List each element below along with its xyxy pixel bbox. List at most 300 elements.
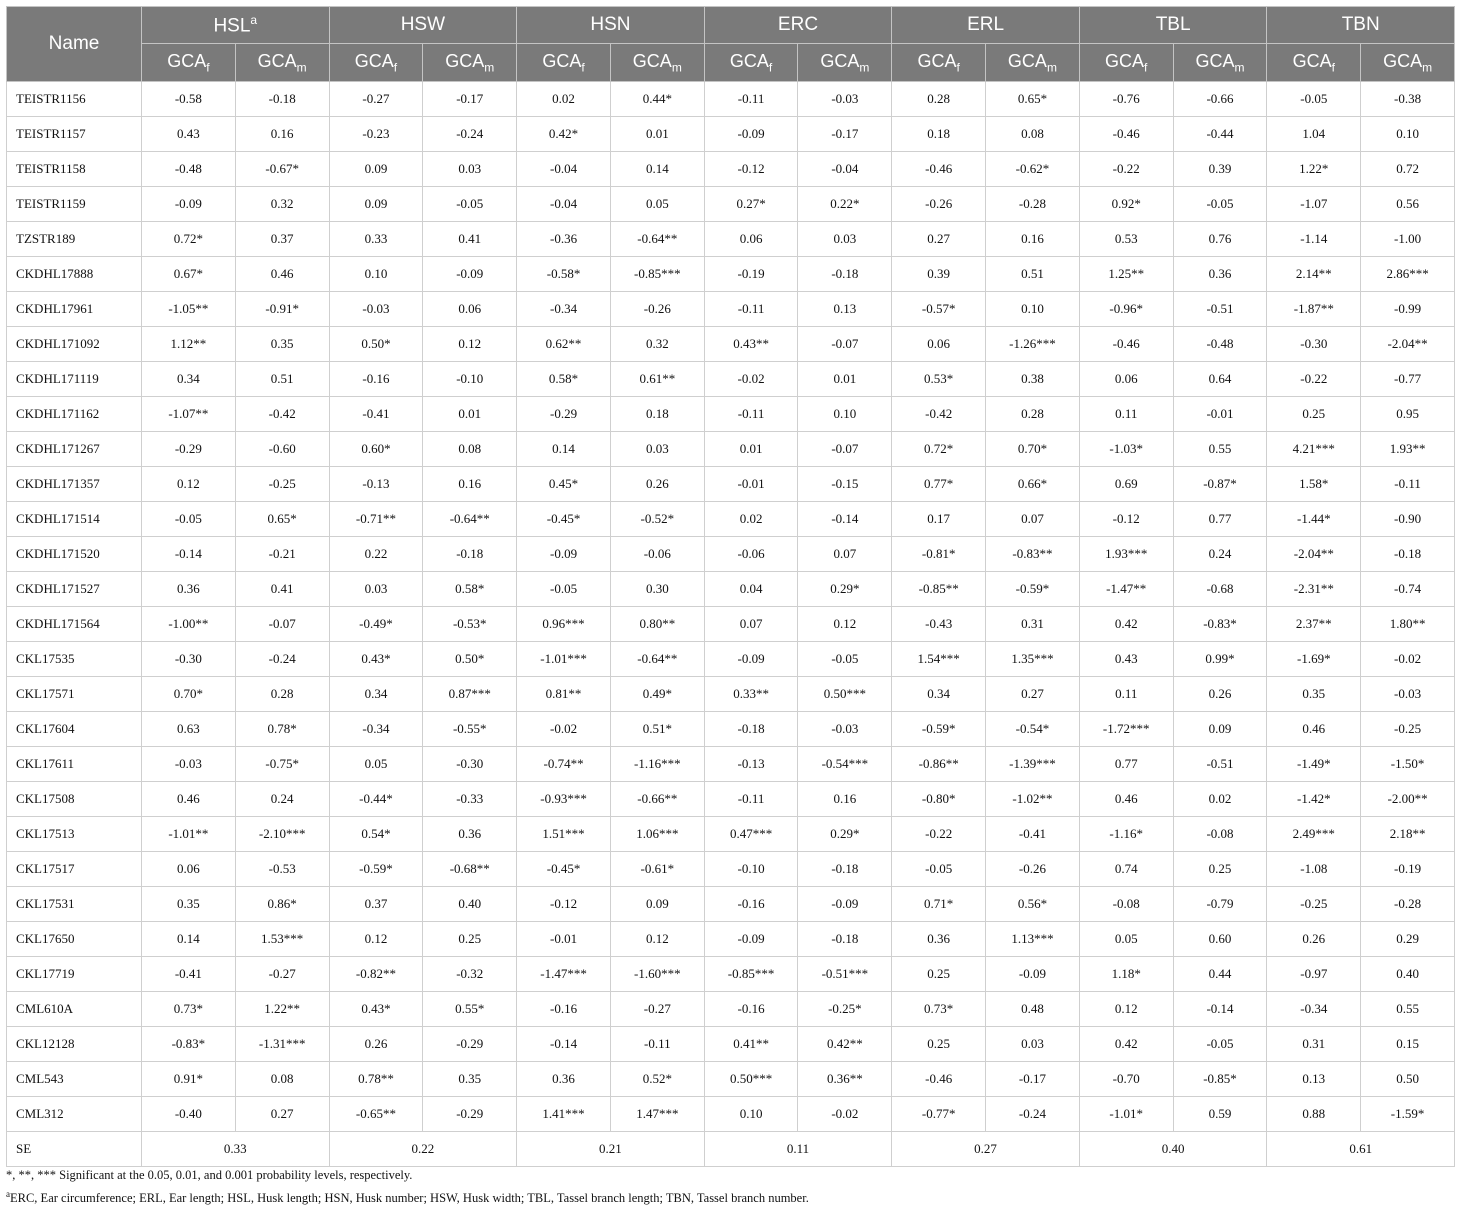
value-cell: 0.37 (235, 222, 329, 257)
value-cell: 0.25 (1173, 852, 1267, 887)
gca-base: GCA (354, 50, 394, 71)
gca-base: GCA (917, 50, 957, 71)
value-cell: 2.37** (1267, 607, 1361, 642)
value-cell: 0.16 (235, 117, 329, 152)
header-gca (1267, 44, 1361, 82)
value-cell: -0.64** (610, 642, 704, 677)
value-cell: 1.51*** (517, 817, 611, 852)
value-cell: 0.72* (142, 222, 236, 257)
gca-subscript: f (1331, 60, 1335, 75)
value-cell: -0.45* (517, 852, 611, 887)
value-cell: 0.13 (1267, 1062, 1361, 1097)
value-cell: 0.64 (1173, 362, 1267, 397)
value-cell: 0.58* (423, 572, 517, 607)
value-cell: 0.52* (610, 1062, 704, 1097)
row-name: CKL17604 (7, 712, 142, 747)
value-cell: 0.44* (610, 82, 704, 117)
value-cell: 0.33** (704, 677, 798, 712)
value-cell: -0.43 (892, 607, 986, 642)
row-name: CKL17719 (7, 957, 142, 992)
value-cell: -1.72*** (1079, 712, 1173, 747)
value-cell: 0.27 (892, 222, 986, 257)
header-trait (1079, 7, 1267, 44)
value-cell: -0.09 (798, 887, 892, 922)
value-cell: 0.95 (1361, 397, 1455, 432)
value-cell: 0.78* (235, 712, 329, 747)
value-cell: -0.82** (329, 957, 423, 992)
value-cell: -0.80* (892, 782, 986, 817)
value-cell: 0.42* (517, 117, 611, 152)
gca-base: GCA (257, 50, 297, 71)
value-cell: 0.10 (329, 257, 423, 292)
value-cell: 1.04 (1267, 117, 1361, 152)
value-cell: 0.35 (423, 1062, 517, 1097)
value-cell: -0.41 (142, 957, 236, 992)
value-cell: -0.59* (986, 572, 1080, 607)
gca-subscript: m (296, 60, 307, 75)
value-cell: 0.46 (235, 257, 329, 292)
row-name: CML610A (7, 992, 142, 1027)
value-cell: -0.44 (1173, 117, 1267, 152)
value-cell: 0.16 (986, 222, 1080, 257)
header-gca (1361, 44, 1455, 82)
value-cell: -1.01* (1079, 1097, 1173, 1132)
table-row (7, 887, 1455, 922)
value-cell: -0.93*** (517, 782, 611, 817)
value-cell: -1.05** (142, 292, 236, 327)
value-cell: -0.05 (142, 502, 236, 537)
table-row (7, 82, 1455, 117)
value-cell: 0.43 (1079, 642, 1173, 677)
se-value: 0.61 (1267, 1132, 1455, 1167)
header-name: Name (7, 7, 142, 82)
value-cell: -0.09 (704, 922, 798, 957)
value-cell: -0.16 (517, 992, 611, 1027)
table-row (7, 957, 1455, 992)
table-row (7, 712, 1455, 747)
header-trait (704, 7, 892, 44)
value-cell: -0.22 (892, 817, 986, 852)
value-cell: -1.00** (142, 607, 236, 642)
value-cell: 0.31 (986, 607, 1080, 642)
value-cell: -0.03 (798, 82, 892, 117)
value-cell: 0.36** (798, 1062, 892, 1097)
value-cell: -0.21 (235, 537, 329, 572)
value-cell: -1.60*** (610, 957, 704, 992)
value-cell: 0.18 (610, 397, 704, 432)
value-cell: -0.03 (329, 292, 423, 327)
value-cell: 1.41*** (517, 1097, 611, 1132)
value-cell: -1.87** (1267, 292, 1361, 327)
value-cell: -0.14 (798, 502, 892, 537)
value-cell: -0.05 (798, 642, 892, 677)
value-cell: -0.05 (1173, 1027, 1267, 1062)
value-cell: 2.86*** (1361, 257, 1455, 292)
value-cell: 0.16 (423, 467, 517, 502)
value-cell: 0.42** (798, 1027, 892, 1062)
value-cell: 1.53*** (235, 922, 329, 957)
value-cell: 0.31 (1267, 1027, 1361, 1062)
header-trait (142, 7, 330, 44)
value-cell: -0.14 (142, 537, 236, 572)
gca-base: GCA (729, 50, 769, 71)
value-cell: 0.39 (1173, 152, 1267, 187)
value-cell: -0.61* (610, 852, 704, 887)
value-cell: 0.53* (892, 362, 986, 397)
trait-label: HSN (590, 14, 631, 35)
value-cell: -0.41 (986, 817, 1080, 852)
value-cell: 1.22** (235, 992, 329, 1027)
value-cell: -0.75* (235, 747, 329, 782)
value-cell: 0.12 (142, 467, 236, 502)
value-cell: 0.01 (423, 397, 517, 432)
gca-subscript: m (1422, 60, 1433, 75)
value-cell: -0.67* (235, 152, 329, 187)
value-cell: -0.46 (1079, 327, 1173, 362)
table-row (7, 607, 1455, 642)
table-row (7, 292, 1455, 327)
row-name: CKDHL171564 (7, 607, 142, 642)
value-cell: 2.14** (1267, 257, 1361, 292)
value-cell: -0.42 (235, 397, 329, 432)
value-cell: -0.66 (1173, 82, 1267, 117)
value-cell: 0.36 (142, 572, 236, 607)
value-cell: -0.34 (517, 292, 611, 327)
value-cell: 0.45* (517, 467, 611, 502)
value-cell: -0.24 (235, 642, 329, 677)
table-row (7, 922, 1455, 957)
gca-subscript: m (484, 60, 495, 75)
value-cell: -0.13 (704, 747, 798, 782)
value-cell: 0.34 (329, 677, 423, 712)
value-cell: 0.14 (517, 432, 611, 467)
value-cell: 0.59 (1173, 1097, 1267, 1132)
row-name: CKDHL171514 (7, 502, 142, 537)
value-cell: 0.02 (517, 82, 611, 117)
value-cell: -1.03* (1079, 432, 1173, 467)
value-cell: -0.05 (892, 852, 986, 887)
value-cell: -0.02 (704, 362, 798, 397)
value-cell: 0.29 (1361, 922, 1455, 957)
value-cell: 0.07 (704, 607, 798, 642)
row-name: TEISTR1156 (7, 82, 142, 117)
header-gca (704, 44, 798, 82)
value-cell: -0.17 (798, 117, 892, 152)
value-cell: 1.12** (142, 327, 236, 362)
row-name: TZSTR189 (7, 222, 142, 257)
value-cell: 2.49*** (1267, 817, 1361, 852)
value-cell: -0.34 (1267, 992, 1361, 1027)
header-gca (610, 44, 704, 82)
row-name: CKL17611 (7, 747, 142, 782)
header-gca (517, 44, 611, 82)
value-cell: -0.36 (517, 222, 611, 257)
gca-base: GCA (1195, 50, 1235, 71)
value-cell: 0.12 (610, 922, 704, 957)
value-cell: -0.25 (235, 467, 329, 502)
value-cell: -0.19 (704, 257, 798, 292)
table-body (7, 82, 1455, 1167)
gca-base: GCA (1292, 50, 1332, 71)
value-cell: -0.17 (423, 82, 517, 117)
header-gca (142, 44, 236, 82)
value-cell: -0.66** (610, 782, 704, 817)
value-cell: -0.22 (1267, 362, 1361, 397)
header-trait (517, 7, 705, 44)
value-cell: 0.37 (329, 887, 423, 922)
value-cell: 0.49* (610, 677, 704, 712)
value-cell: -0.26 (610, 292, 704, 327)
value-cell: 0.81** (517, 677, 611, 712)
value-cell: -0.59* (329, 852, 423, 887)
value-cell: 0.76 (1173, 222, 1267, 257)
row-name: CKL17571 (7, 677, 142, 712)
value-cell: -0.32 (423, 957, 517, 992)
table-row (7, 677, 1455, 712)
value-cell: 0.77* (892, 467, 986, 502)
value-cell: 0.29* (798, 817, 892, 852)
value-cell: 0.77 (1173, 502, 1267, 537)
value-cell: -0.11 (1361, 467, 1455, 502)
se-value: 0.40 (1079, 1132, 1267, 1167)
value-cell: 0.12 (1079, 992, 1173, 1027)
row-name: CKDHL17888 (7, 257, 142, 292)
value-cell: 0.33 (329, 222, 423, 257)
value-cell: 0.50 (1361, 1062, 1455, 1097)
value-cell: -0.11 (704, 397, 798, 432)
value-cell: 0.88 (1267, 1097, 1361, 1132)
value-cell: 0.02 (1173, 782, 1267, 817)
gca-subscript: f (581, 60, 585, 75)
value-cell: 1.35*** (986, 642, 1080, 677)
value-cell: -0.85*** (610, 257, 704, 292)
value-cell: 0.63 (142, 712, 236, 747)
trait-superscript: a (250, 12, 258, 27)
value-cell: -0.42 (892, 397, 986, 432)
value-cell: -2.04** (1361, 327, 1455, 362)
value-cell: 1.58* (1267, 467, 1361, 502)
value-cell: 2.18** (1361, 817, 1455, 852)
value-cell: 0.42 (1079, 1027, 1173, 1062)
value-cell: -0.62* (986, 152, 1080, 187)
value-cell: -0.16 (329, 362, 423, 397)
row-name: CKL17508 (7, 782, 142, 817)
value-cell: -0.51 (1173, 747, 1267, 782)
value-cell: -0.11 (610, 1027, 704, 1062)
value-cell: 0.50*** (704, 1062, 798, 1097)
table-row (7, 537, 1455, 572)
value-cell: 0.73* (142, 992, 236, 1027)
value-cell: -0.01 (517, 922, 611, 957)
row-name: CML543 (7, 1062, 142, 1097)
value-cell: 0.32 (610, 327, 704, 362)
value-cell: 1.25** (1079, 257, 1173, 292)
value-cell: 0.71* (892, 887, 986, 922)
value-cell: 0.04 (704, 572, 798, 607)
value-cell: -0.03 (1361, 677, 1455, 712)
value-cell: 0.40 (423, 887, 517, 922)
value-cell: 0.35 (142, 887, 236, 922)
value-cell: 0.43* (329, 642, 423, 677)
value-cell: -0.46 (892, 1062, 986, 1097)
value-cell: 0.67* (142, 257, 236, 292)
value-cell: 0.08 (235, 1062, 329, 1097)
value-cell: 0.99* (1173, 642, 1267, 677)
value-cell: -0.12 (704, 152, 798, 187)
gca-effects-table (6, 6, 1455, 1167)
value-cell: 0.13 (798, 292, 892, 327)
value-cell: 0.53 (1079, 222, 1173, 257)
gca-subscript: f (206, 60, 210, 75)
value-cell: 0.42 (1079, 607, 1173, 642)
value-cell: 4.21*** (1267, 432, 1361, 467)
value-cell: -1.16* (1079, 817, 1173, 852)
trait-label: TBN (1341, 14, 1380, 35)
value-cell: 0.50* (329, 327, 423, 362)
value-cell: 0.50*** (798, 677, 892, 712)
value-cell: 0.56 (1361, 187, 1455, 222)
value-cell: 0.36 (517, 1062, 611, 1097)
value-cell: -0.51 (1173, 292, 1267, 327)
table-row (7, 327, 1455, 362)
value-cell: -0.07 (798, 327, 892, 362)
gca-base: GCA (1007, 50, 1047, 71)
value-cell: -0.09 (142, 187, 236, 222)
value-cell: -0.26 (986, 852, 1080, 887)
value-cell: -0.07 (798, 432, 892, 467)
value-cell: -0.77* (892, 1097, 986, 1132)
footnote-abbreviations-text: ERC, Ear circumference; ERL, Ear length; HSL, Husk length; HSN, Husk number; HSW, Husk width; TBL, Tassel branch length; TBN, Tassel branch number. (10, 1191, 809, 1206)
se-row (7, 1132, 1455, 1167)
value-cell: -0.60 (235, 432, 329, 467)
value-cell: -0.08 (1173, 817, 1267, 852)
value-cell: -0.16 (704, 887, 798, 922)
value-cell: -0.48 (142, 152, 236, 187)
table-row (7, 152, 1455, 187)
value-cell: 0.24 (235, 782, 329, 817)
value-cell: 0.73* (892, 992, 986, 1027)
value-cell: 0.09 (1173, 712, 1267, 747)
value-cell: 1.54*** (892, 642, 986, 677)
value-cell: -1.16*** (610, 747, 704, 782)
value-cell: -1.44* (1267, 502, 1361, 537)
value-cell: 0.61** (610, 362, 704, 397)
row-name: CKL17535 (7, 642, 142, 677)
value-cell: -1.08 (1267, 852, 1361, 887)
value-cell: -0.04 (517, 152, 611, 187)
value-cell: -1.50* (1361, 747, 1455, 782)
value-cell: -0.02 (1361, 642, 1455, 677)
value-cell: -0.09 (517, 537, 611, 572)
gca-subscript: f (1144, 60, 1148, 75)
value-cell: -0.58* (517, 257, 611, 292)
value-cell: 1.80** (1361, 607, 1455, 642)
value-cell: -1.01*** (517, 642, 611, 677)
value-cell: 0.70* (142, 677, 236, 712)
gca-subscript: m (671, 60, 682, 75)
value-cell: 0.36 (1173, 257, 1267, 292)
row-name: CKDHL17961 (7, 292, 142, 327)
value-cell: -0.58 (142, 82, 236, 117)
value-cell: -0.83* (1173, 607, 1267, 642)
value-cell: -0.46 (1079, 117, 1173, 152)
value-cell: 0.26 (1267, 922, 1361, 957)
header-gca (798, 44, 892, 82)
value-cell: 0.38 (986, 362, 1080, 397)
value-cell: 0.47*** (704, 817, 798, 852)
value-cell: 0.22 (329, 537, 423, 572)
value-cell: -0.11 (704, 82, 798, 117)
value-cell: 0.26 (329, 1027, 423, 1062)
header-trait (329, 7, 517, 44)
value-cell: 0.10 (986, 292, 1080, 327)
value-cell: -0.41 (329, 397, 423, 432)
value-cell: -1.07 (1267, 187, 1361, 222)
value-cell: -0.53* (423, 607, 517, 642)
value-cell: 0.08 (423, 432, 517, 467)
value-cell: -0.09 (423, 257, 517, 292)
value-cell: 0.65* (235, 502, 329, 537)
se-value: 0.11 (704, 1132, 892, 1167)
value-cell: 0.01 (610, 117, 704, 152)
value-cell: -0.22 (1079, 152, 1173, 187)
header-gca (1173, 44, 1267, 82)
trait-label: ERC (777, 14, 819, 35)
value-cell: -2.00** (1361, 782, 1455, 817)
value-cell: -0.18 (704, 712, 798, 747)
value-cell: -1.59* (1361, 1097, 1455, 1132)
trait-label: HSW (400, 14, 446, 35)
value-cell: 0.43 (142, 117, 236, 152)
se-label: SE (7, 1132, 142, 1167)
gca-subscript: f (956, 60, 960, 75)
value-cell: -0.09 (704, 642, 798, 677)
value-cell: -2.10*** (235, 817, 329, 852)
value-cell: 0.27 (235, 1097, 329, 1132)
value-cell: 0.65* (986, 82, 1080, 117)
value-cell: 0.14 (142, 922, 236, 957)
value-cell: 0.06 (142, 852, 236, 887)
row-name: CKL17513 (7, 817, 142, 852)
value-cell: 0.77 (1079, 747, 1173, 782)
table-row (7, 117, 1455, 152)
table-row (7, 1027, 1455, 1062)
value-cell: -0.29 (142, 432, 236, 467)
se-value: 0.21 (517, 1132, 705, 1167)
value-cell: 0.39 (892, 257, 986, 292)
value-cell: -0.02 (517, 712, 611, 747)
table-row (7, 432, 1455, 467)
table-row (7, 502, 1455, 537)
value-cell: 0.28 (892, 82, 986, 117)
gca-base: GCA (820, 50, 860, 71)
value-cell: -0.29 (423, 1027, 517, 1062)
value-cell: -0.96* (1079, 292, 1173, 327)
value-cell: 0.62** (517, 327, 611, 362)
value-cell: 0.46 (1267, 712, 1361, 747)
value-cell: 0.60 (1173, 922, 1267, 957)
value-cell: 0.87*** (423, 677, 517, 712)
value-cell: -0.06 (704, 537, 798, 572)
value-cell: 0.41 (235, 572, 329, 607)
gca-base: GCA (632, 50, 672, 71)
value-cell: -0.81* (892, 537, 986, 572)
value-cell: 0.25 (423, 922, 517, 957)
table-row (7, 817, 1455, 852)
header-trait (1267, 7, 1455, 44)
row-name: CKDHL171162 (7, 397, 142, 432)
value-cell: 0.01 (798, 362, 892, 397)
